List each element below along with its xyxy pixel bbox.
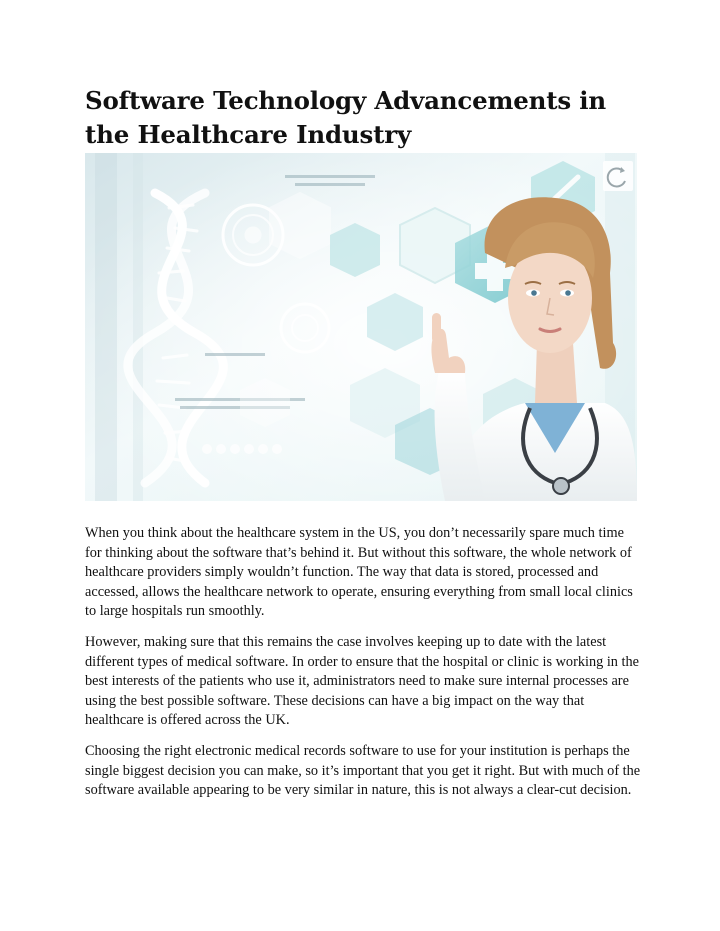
refresh-badge-icon (603, 161, 633, 191)
article-title-line-1: Software Technology Advancements in (85, 86, 606, 115)
article-title (85, 84, 645, 152)
article-title-line-2: the Healthcare Industry (85, 120, 411, 149)
paragraph-3: Choosing the right electronic medical records software to use for your institution is perhaps the single biggest decision you can make, so it’s important that you get it right. But with much of the software available appearing to be very similar in nature, this is not always a clear-cut decision. (85, 742, 641, 799)
article-body (85, 524, 641, 812)
paragraph-2: However, making sure that this remains the case involves keeping up to date with the latest different types of medical software. In order to ensure that the hospital or clinic is working in the best interests of the patients who use it, administrators need to make sure internal processes are using the best possible software. These decisions can have a big impact on the way that healthcare is offered across the UK. (85, 633, 639, 729)
paragraph-1: When you think about the healthcare system in the US, you don’t necessarily spare much time for thinking about the software that’s behind it. But without this software, the whole network of healthcare providers simply wouldn’t function. The way that data is stored, processed and accessed, allows the healthcare network to operate, ensuring everything from small local clinics to large hospitals run smoothly. (85, 525, 633, 620)
hero-image (85, 153, 637, 501)
